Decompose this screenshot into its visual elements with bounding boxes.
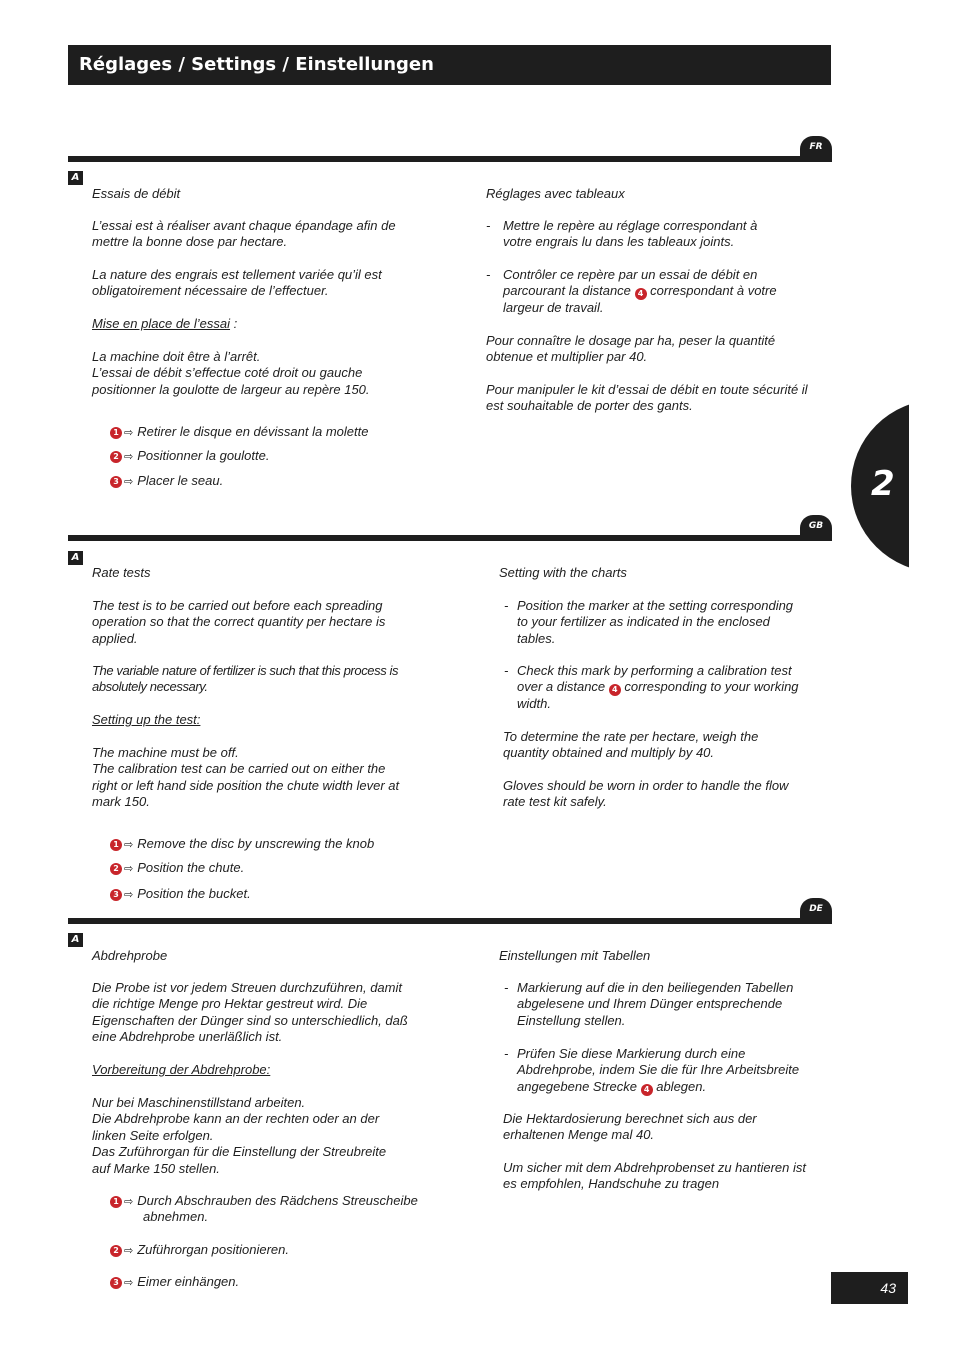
fr-bullet-2 (503, 267, 777, 317)
step-number-badge: 1 (110, 427, 122, 439)
text-line: Die Hektardosierung berechnet sich aus der (503, 1111, 757, 1126)
text-line: Eigenschaften der Dünger sind so unterschiedlich, daß (92, 1012, 408, 1028)
text-line: right or left hand side position the chute width lever at (92, 777, 400, 793)
text-line: width. (517, 696, 551, 712)
de-bullet-1 (517, 980, 793, 1029)
fr-setup-heading (92, 316, 237, 332)
gb-step-2 (110, 860, 244, 877)
de-bullet-2-dash: - (504, 1046, 509, 1061)
text-line: operation so that the correct quantity per hectare is (92, 614, 386, 630)
text-line: mettre la bonne dose par hectare. (92, 234, 288, 250)
step-number-badge: 3 (110, 1277, 122, 1289)
arrow-right-icon: ⇨ (124, 450, 134, 463)
text-line: est souhaitable de porter des gants. (486, 398, 693, 414)
gb-right-para1 (503, 729, 758, 762)
de-bullet-1-dash: - (504, 980, 509, 995)
text-line: abgelesene und Ihrem Dünger entsprechende (517, 996, 783, 1012)
text-line: applied. (92, 630, 138, 646)
gb-setup-heading: Setting up the test: (92, 712, 201, 727)
gb-step-3 (110, 886, 251, 903)
gb-bullet-2 (517, 663, 799, 713)
text-line: Check this mark by performing a calibration test (517, 663, 792, 678)
step-text: Remove the disc by unscrewing the knob (137, 836, 375, 851)
de-step-3 (110, 1274, 239, 1291)
step-number-badge: 2 (110, 863, 122, 875)
text-line: L’essai de débit s’effectue coté droit ou gauche (92, 365, 363, 381)
gb-right-title: Setting with the charts (499, 565, 627, 580)
text-line: The test is to be carried out before each spreading (92, 598, 383, 613)
fr-left-para1 (92, 218, 396, 251)
text-line: To determine the rate per hectare, weigh the (503, 729, 759, 744)
text-line: es empfohlen, Handschuhe zu tragen (503, 1176, 720, 1192)
fr-step-1 (110, 424, 368, 441)
section-marker-fr: A (68, 171, 83, 185)
de-left-title: Abdrehprobe (92, 948, 168, 963)
text-line: obtenue et multiplier par 40. (486, 349, 648, 365)
de-bullet-2 (517, 1046, 799, 1096)
de-step-1 (110, 1193, 418, 1210)
fr-left-para3 (92, 349, 370, 398)
text-line: Das Zuführorgan für die Einstellung der Streubreite (92, 1144, 387, 1160)
fr-bullet-2-dash: - (486, 267, 491, 282)
text-line: mark 150. (92, 794, 150, 810)
fr-right-title: Réglages avec tableaux (486, 186, 625, 201)
de-step-1-continued: abnehmen. (143, 1209, 209, 1224)
text-span: corresponding to your working (620, 679, 799, 695)
section-rule-fr (68, 156, 831, 162)
text-span: over a distance (517, 679, 609, 695)
text-line: Um sicher mit dem Abdrehprobenset zu hantieren ist (503, 1160, 806, 1175)
gb-left-title: Rate tests (92, 565, 151, 580)
setup-heading-text: Mise en place de l’essai (92, 316, 231, 331)
text-line: rate test kit safely. (503, 794, 607, 810)
step-number-badge: 1 (110, 839, 122, 851)
text-line: absolutely necessary. (92, 679, 208, 695)
text-line: Die Abdrehprobe kann an der rechten oder an der (92, 1111, 380, 1127)
text-line: La machine doit être à l’arrêt. (92, 349, 261, 364)
text-span: parcourant la distance (503, 283, 635, 299)
text-line: The calibration test can be carried out on either the (92, 761, 386, 777)
step-text: Zuführorgan positionieren. (137, 1242, 289, 1257)
gb-bullet-1 (517, 598, 793, 647)
text-span: correspondant à votre (646, 283, 777, 299)
arrow-right-icon: ⇨ (124, 1244, 134, 1257)
chapter-tab (851, 400, 909, 572)
step-number-badge: 2 (110, 451, 122, 463)
text-line: quantity obtained and multiply by 40. (503, 745, 715, 761)
gb-right-para2 (503, 778, 788, 811)
step-number-badge: 3 (110, 889, 122, 901)
page-number: 43 (831, 1272, 908, 1304)
text-line: Die Probe ist vor jedem Streuen durchzuführen, damit (92, 980, 402, 995)
text-line: largeur de travail. (503, 300, 604, 316)
text-line: linken Seite erfolgen. (92, 1127, 214, 1143)
de-right-para1 (503, 1111, 757, 1144)
text-line: votre engrais lu dans les tableaux joints. (503, 234, 735, 250)
page-header: Réglages / Settings / Einstellungen (68, 45, 831, 85)
text-line: Gloves should be worn in order to handle the flow (503, 778, 789, 793)
text-line: Position the marker at the setting corresponding (517, 598, 794, 613)
text-line: Contrôler ce repère par un essai de débit en (503, 267, 758, 282)
fr-step-3 (110, 473, 223, 490)
text-line: Pour manipuler le kit d’essai de débit en toute sécurité il (486, 382, 808, 397)
text-span: ablegen. (652, 1078, 707, 1094)
text-line: The machine must be off. (92, 745, 239, 760)
fr-left-para2 (92, 267, 382, 300)
fr-step-2 (110, 448, 269, 465)
text-line: eine Abdrehprobe unerläßlich ist. (92, 1029, 283, 1045)
chapter-number: 2 (871, 464, 895, 504)
step-text: Position the chute. (137, 860, 245, 875)
text-line: positionner la goulotte de largeur au repère 150. (92, 381, 370, 397)
fr-right-para2 (486, 382, 808, 415)
step-text: Placer le seau. (137, 473, 224, 488)
de-left-para3 (92, 1095, 386, 1177)
text-line: The variable nature of fertilizer is such that this process is (92, 663, 399, 678)
lang-badge-de: DE (800, 898, 832, 924)
text-span: angegebene Strecke (517, 1078, 641, 1094)
reference-number-badge: 4 (641, 1084, 653, 1096)
gb-bullet-2-dash: - (504, 663, 509, 678)
arrow-right-icon: ⇨ (124, 1276, 134, 1289)
step-text: Positionner la goulotte. (137, 448, 270, 463)
lang-badge-fr: FR (800, 136, 832, 162)
text-line (517, 1079, 799, 1096)
de-right-title: Einstellungen mit Tabellen (499, 948, 651, 963)
de-step-2 (110, 1242, 289, 1259)
text-line: Pour connaître le dosage par ha, peser la quantité (486, 333, 776, 348)
lang-badge-gb: GB (800, 515, 832, 541)
section-rule-gb (68, 535, 831, 541)
step-number-badge: 1 (110, 1196, 122, 1208)
reference-number-badge: 4 (609, 684, 621, 696)
gb-bullet-1-dash: - (504, 598, 509, 613)
gb-step-1 (110, 836, 374, 853)
text-line (517, 679, 799, 696)
de-right-para2 (503, 1160, 806, 1193)
section-marker-gb: A (68, 551, 83, 565)
step-number-badge: 2 (110, 1245, 122, 1257)
text-line: L’essai est à réaliser avant chaque épandage afin de (92, 218, 396, 233)
arrow-right-icon: ⇨ (124, 888, 134, 901)
text-line: Markierung auf die in den beiliegenden Tabellen (517, 980, 794, 995)
de-left-para1 (92, 980, 408, 1046)
section-rule-de (68, 918, 831, 924)
text-line: obligatoirement nécessaire de l’effectuer. (92, 283, 329, 299)
gb-left-para1 (92, 598, 385, 647)
text-line: Mettre le repère au réglage correspondant à (503, 218, 758, 233)
fr-right-para1 (486, 333, 775, 366)
text-line: to your fertilizer as indicated in the enclosed (517, 614, 770, 630)
step-number-badge: 3 (110, 476, 122, 488)
text-line: Abdrehprobe, indem Sie die für Ihre Arbeitsbreite (517, 1062, 800, 1078)
fr-bullet-1-dash: - (486, 218, 491, 233)
gb-left-para3 (92, 745, 399, 811)
de-setup-heading: Vorbereitung der Abdrehprobe: (92, 1062, 271, 1077)
text-line: die richtige Menge pro Hektar gestreut wird. Die (92, 996, 368, 1012)
text-line (503, 283, 777, 300)
setup-colon: : (230, 316, 238, 331)
step-text: Durch Abschrauben des Rädchens Streuscheibe (137, 1193, 418, 1208)
reference-number-badge: 4 (635, 288, 647, 300)
arrow-right-icon: ⇨ (124, 1195, 134, 1208)
arrow-right-icon: ⇨ (124, 838, 134, 851)
text-line: auf Marke 150 stellen. (92, 1160, 220, 1176)
text-line: Prüfen Sie diese Markierung durch eine (517, 1046, 746, 1061)
arrow-right-icon: ⇨ (124, 475, 134, 488)
text-line: Nur bei Maschinenstillstand arbeiten. (92, 1095, 306, 1110)
section-marker-de: A (68, 933, 83, 947)
arrow-right-icon: ⇨ (124, 862, 134, 875)
text-line: tables. (517, 630, 556, 646)
arrow-right-icon: ⇨ (124, 426, 134, 439)
step-text: Eimer einhängen. (137, 1274, 240, 1289)
fr-left-title: Essais de débit (92, 186, 181, 201)
fr-bullet-1 (503, 218, 757, 251)
text-line: La nature des engrais est tellement variée qu’il est (92, 267, 382, 282)
text-line: Einstellung stellen. (517, 1012, 626, 1028)
step-text: Retirer le disque en dévissant la molette (137, 424, 369, 439)
step-text: Position the bucket. (137, 886, 251, 901)
text-line: erhaltenen Menge mal 40. (503, 1127, 655, 1143)
gb-left-para2 (92, 663, 398, 696)
